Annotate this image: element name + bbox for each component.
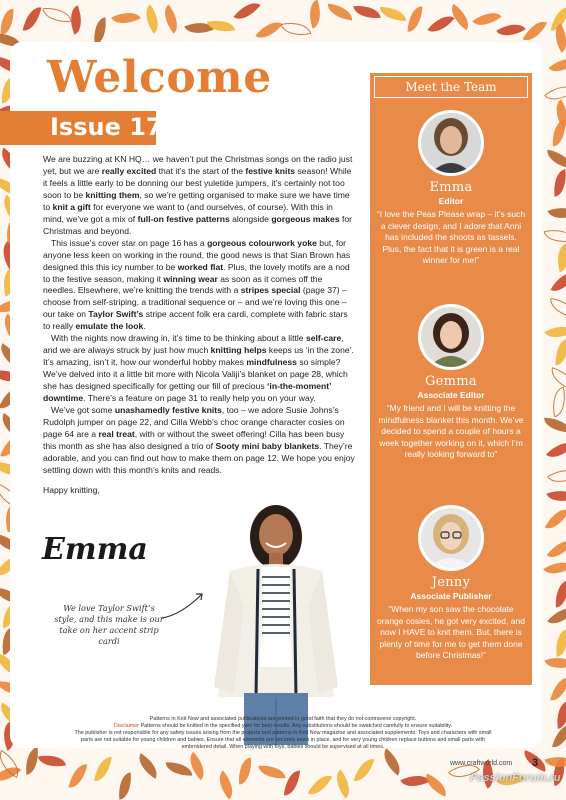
leaf-decoration	[308, 770, 333, 800]
leaf-decoration	[554, 581, 566, 608]
member-name: Emma	[429, 180, 473, 195]
disclaimer-label: Disclaimer	[113, 723, 140, 729]
leaf-decoration	[95, 755, 112, 783]
leaf-decoration	[353, 755, 374, 784]
leaf-decoration	[43, 6, 72, 24]
leaf-decoration	[165, 761, 191, 776]
leaf-decoration	[183, 752, 211, 781]
footer-line-1: Patterns in Knit Now and associated publications are printed in good faith that they do not contravene copyright.	[149, 716, 417, 722]
leaf-decoration	[547, 534, 566, 563]
leaf-decoration	[427, 9, 454, 38]
member-role: Associate Editor	[417, 390, 485, 400]
member-role: Editor	[438, 196, 464, 206]
member-quote: “My friend and I will be knitting the mindfulness blanket this month. We’ve decided to spend a couple of hours a week together working on it, which I’m really looking forward to”	[378, 403, 524, 460]
leaf-decoration	[421, 774, 450, 797]
leaf-decoration	[133, 753, 162, 779]
leaf-decoration	[550, 675, 566, 703]
leaf-decoration	[237, 757, 253, 784]
member-quote: “I love the Peas Please wrap – it’s such a clever design, and I adore that Anni has included the shoots as tassels. Plus, the fact that it is green is a real winner for me!”	[376, 209, 526, 266]
team-title: Meet the Team	[374, 76, 528, 98]
leaf-decoration	[549, 387, 566, 418]
page-number: 3	[532, 757, 539, 769]
footer-line-3: The publisher is not responsible for any safety issues arising from the projects and patterns in Knit Now magazine and associated supplements. Toys and characters with small parts are not suitable for young children and babies. Ensure that all elements are securely sewn in place, and for very young children replace buttons and small parts with embroidered detail. When playing with toys, babies should be supervised at all times.	[74, 730, 492, 750]
leaf-decoration	[327, 3, 355, 20]
leaf-decoration	[139, 4, 165, 33]
leaf-decoration	[380, 7, 406, 21]
leaf-decoration	[280, 19, 311, 40]
leaf-decoration	[284, 769, 300, 796]
avatar	[418, 505, 484, 571]
leaf-decoration	[543, 225, 566, 247]
leaf-decoration	[544, 418, 566, 432]
leaf-decoration	[545, 653, 566, 674]
footer-line-2	[68, 723, 498, 730]
avatar	[418, 304, 484, 370]
leaf-decoration	[552, 169, 566, 197]
website-link[interactable]: www.craftworld.com	[450, 760, 513, 767]
member-quote: “When my son saw the chocolate orange cosies, he got very excited, and now I HAVE to knit them. But, there is plenty of time for me to get them done before Christmas!”	[377, 604, 525, 661]
leaf-decoration	[548, 202, 566, 224]
leaf-decoration	[111, 6, 141, 30]
leaf-decoration	[548, 298, 566, 318]
team-member-gemma	[370, 304, 532, 461]
leaf-decoration	[184, 16, 213, 39]
leaf-decoration	[207, 17, 235, 36]
leaf-decoration	[92, 17, 109, 45]
signoff: Happy knitting,	[43, 484, 100, 495]
leaf-decoration	[546, 485, 566, 507]
watermark: PassionForum.ru	[470, 772, 561, 784]
leaf-decoration	[548, 51, 566, 78]
editorial-text	[43, 154, 355, 497]
leaf-decoration	[69, 761, 88, 789]
leaf-decoration	[496, 18, 525, 43]
leaf-decoration	[400, 769, 430, 793]
leaf-decoration	[377, 748, 406, 775]
paragraph-2: This issue’s cover star on page 16 has a gorgeous colourwork yoke but, for anyone less keen on working in the round, the good news is that Sian Brown has designed this this icy number to be worked flat. Plus, the lovely motifs are a nod to the festive season, making it winning wear as soon as it comes off the needles. Elsewhere, we’re knitting the trends with a stripes special (page 37) – choose from self-striping, a traditional sequence or – and we’re loving this one – our take on Taylor Swift’s stripe accent folk era cardi, complete with fabric stars to really emulate the look.	[43, 237, 351, 332]
page-title: Welcome	[47, 52, 272, 103]
leaf-decoration	[158, 5, 185, 34]
leaf-decoration	[546, 436, 566, 464]
leaf-decoration	[545, 504, 566, 534]
leaf-decoration	[545, 149, 566, 168]
paragraph-1: We are buzzing at KN HQ… we haven’t put the Christmas songs on the radio just yet, but we are really excited that it’s the start of the festive knits season! While it feels a little early to be donning our best yuletide jumpers, it’s certainly not too soon to be knitting them, so we’re getting organised to make sure we have time to knit a gift for everyone we want to (and ourselves, of course). With this in mind, we’ve got a mix of full-on festive patterns alongside gorgeous makes for Christmas and beyond.	[43, 154, 353, 236]
editor-signature: Emma	[42, 532, 148, 567]
member-role: Associate Publisher	[410, 591, 492, 601]
team-member-jenny	[370, 505, 532, 662]
leaf-decoration	[353, 4, 380, 20]
leaf-decoration	[24, 748, 41, 775]
paragraph-3: With the nights now drawing in, it’s time to be thinking about a little self-care, and we are always struck by just how much knitting helps keeps us ‘in the zone’. It’s amazing, isn’t it, how our wonderful hobby makes mindfulness so simple? We’ve delved into it a little bit more with Nicola Valiji’s blanket on page 28, which she has designed specifically for getting our fill of precious ‘in-the-moment’ downtime. There’s a feature on page 31 to really help you on your way.	[43, 333, 354, 404]
model-photo	[200, 497, 350, 745]
leaf-decoration	[547, 462, 566, 490]
leaf-decoration	[22, 5, 41, 33]
issue-number: Issue 171	[50, 113, 180, 141]
leaf-decoration	[552, 244, 566, 273]
leaf-decoration	[304, 0, 326, 29]
leaf-decoration	[550, 267, 566, 297]
paragraph-4: We’ve got some unashamedly festive knits, too – we adore Susie Johns’s Rudolph jumper on page 22, and Cilla Webb’s choc orange character cosies on page 64 are a real treat, with or without the sweet offering! Cilla has been busy this month as she has also designed a trio of Sooty mini baby blankets. They’re adorable, and you can find out how to make them on page 12. We hope you enjoy settling down with this month’s knits and reads.	[43, 405, 355, 475]
leaf-decoration	[551, 120, 566, 147]
leaf-decoration	[553, 629, 566, 657]
leaf-decoration	[543, 555, 566, 581]
leaf-decoration	[234, 0, 261, 26]
member-name: Gemma	[425, 374, 477, 389]
footer-disclaimer	[68, 716, 498, 751]
leaf-decoration	[38, 751, 66, 770]
avatar	[418, 110, 484, 176]
leaf-decoration	[407, 6, 422, 32]
leaf-decoration	[256, 16, 283, 45]
leaf-decoration	[330, 769, 357, 798]
leaf-decoration	[213, 770, 240, 799]
disclaimer-text: Patterns should be knitted in the specified yarn for best results. Any substitutions should be swatched carefully to ensure suitability.	[140, 723, 453, 729]
leaf-decoration	[117, 772, 134, 799]
leaf-decoration	[258, 764, 285, 780]
team-member-emma	[370, 110, 532, 267]
leaf-decoration	[0, 9, 15, 36]
photo-caption: We love Taylor Swift’s style, and this make is our take on her accent strip cardi	[54, 603, 164, 646]
member-name: Jenny	[431, 575, 471, 590]
leaf-decoration	[555, 338, 566, 365]
